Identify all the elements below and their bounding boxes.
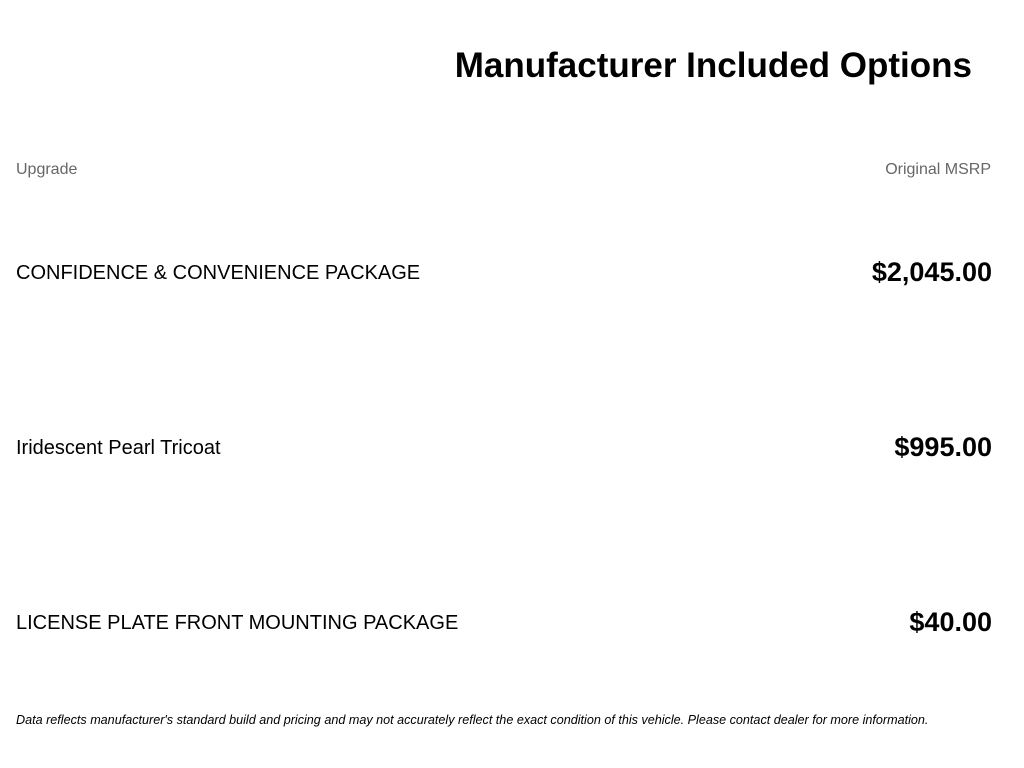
page-title: Manufacturer Included Options	[454, 46, 972, 85]
option-name: LICENSE PLATE FRONT MOUNTING PACKAGE	[16, 612, 459, 634]
upgrade-column-header: Upgrade	[16, 161, 78, 178]
option-name: CONFIDENCE & CONVENIENCE PACKAGE	[16, 262, 421, 284]
option-price: $40.00	[909, 607, 992, 637]
option-price: $2,045.00	[871, 257, 992, 287]
option-row	[16, 256, 992, 290]
msrp-column-header: Original MSRP	[885, 161, 991, 178]
option-row	[16, 431, 992, 465]
disclaimer-text: Data reflects manufacturer's standard build and pricing and may not accurately reflect the exact condition of this vehicle. Please contact dealer for more information.	[16, 713, 929, 727]
option-row	[16, 606, 992, 640]
option-price: $995.00	[894, 432, 992, 462]
option-name: Iridescent Pearl Tricoat	[16, 437, 221, 459]
